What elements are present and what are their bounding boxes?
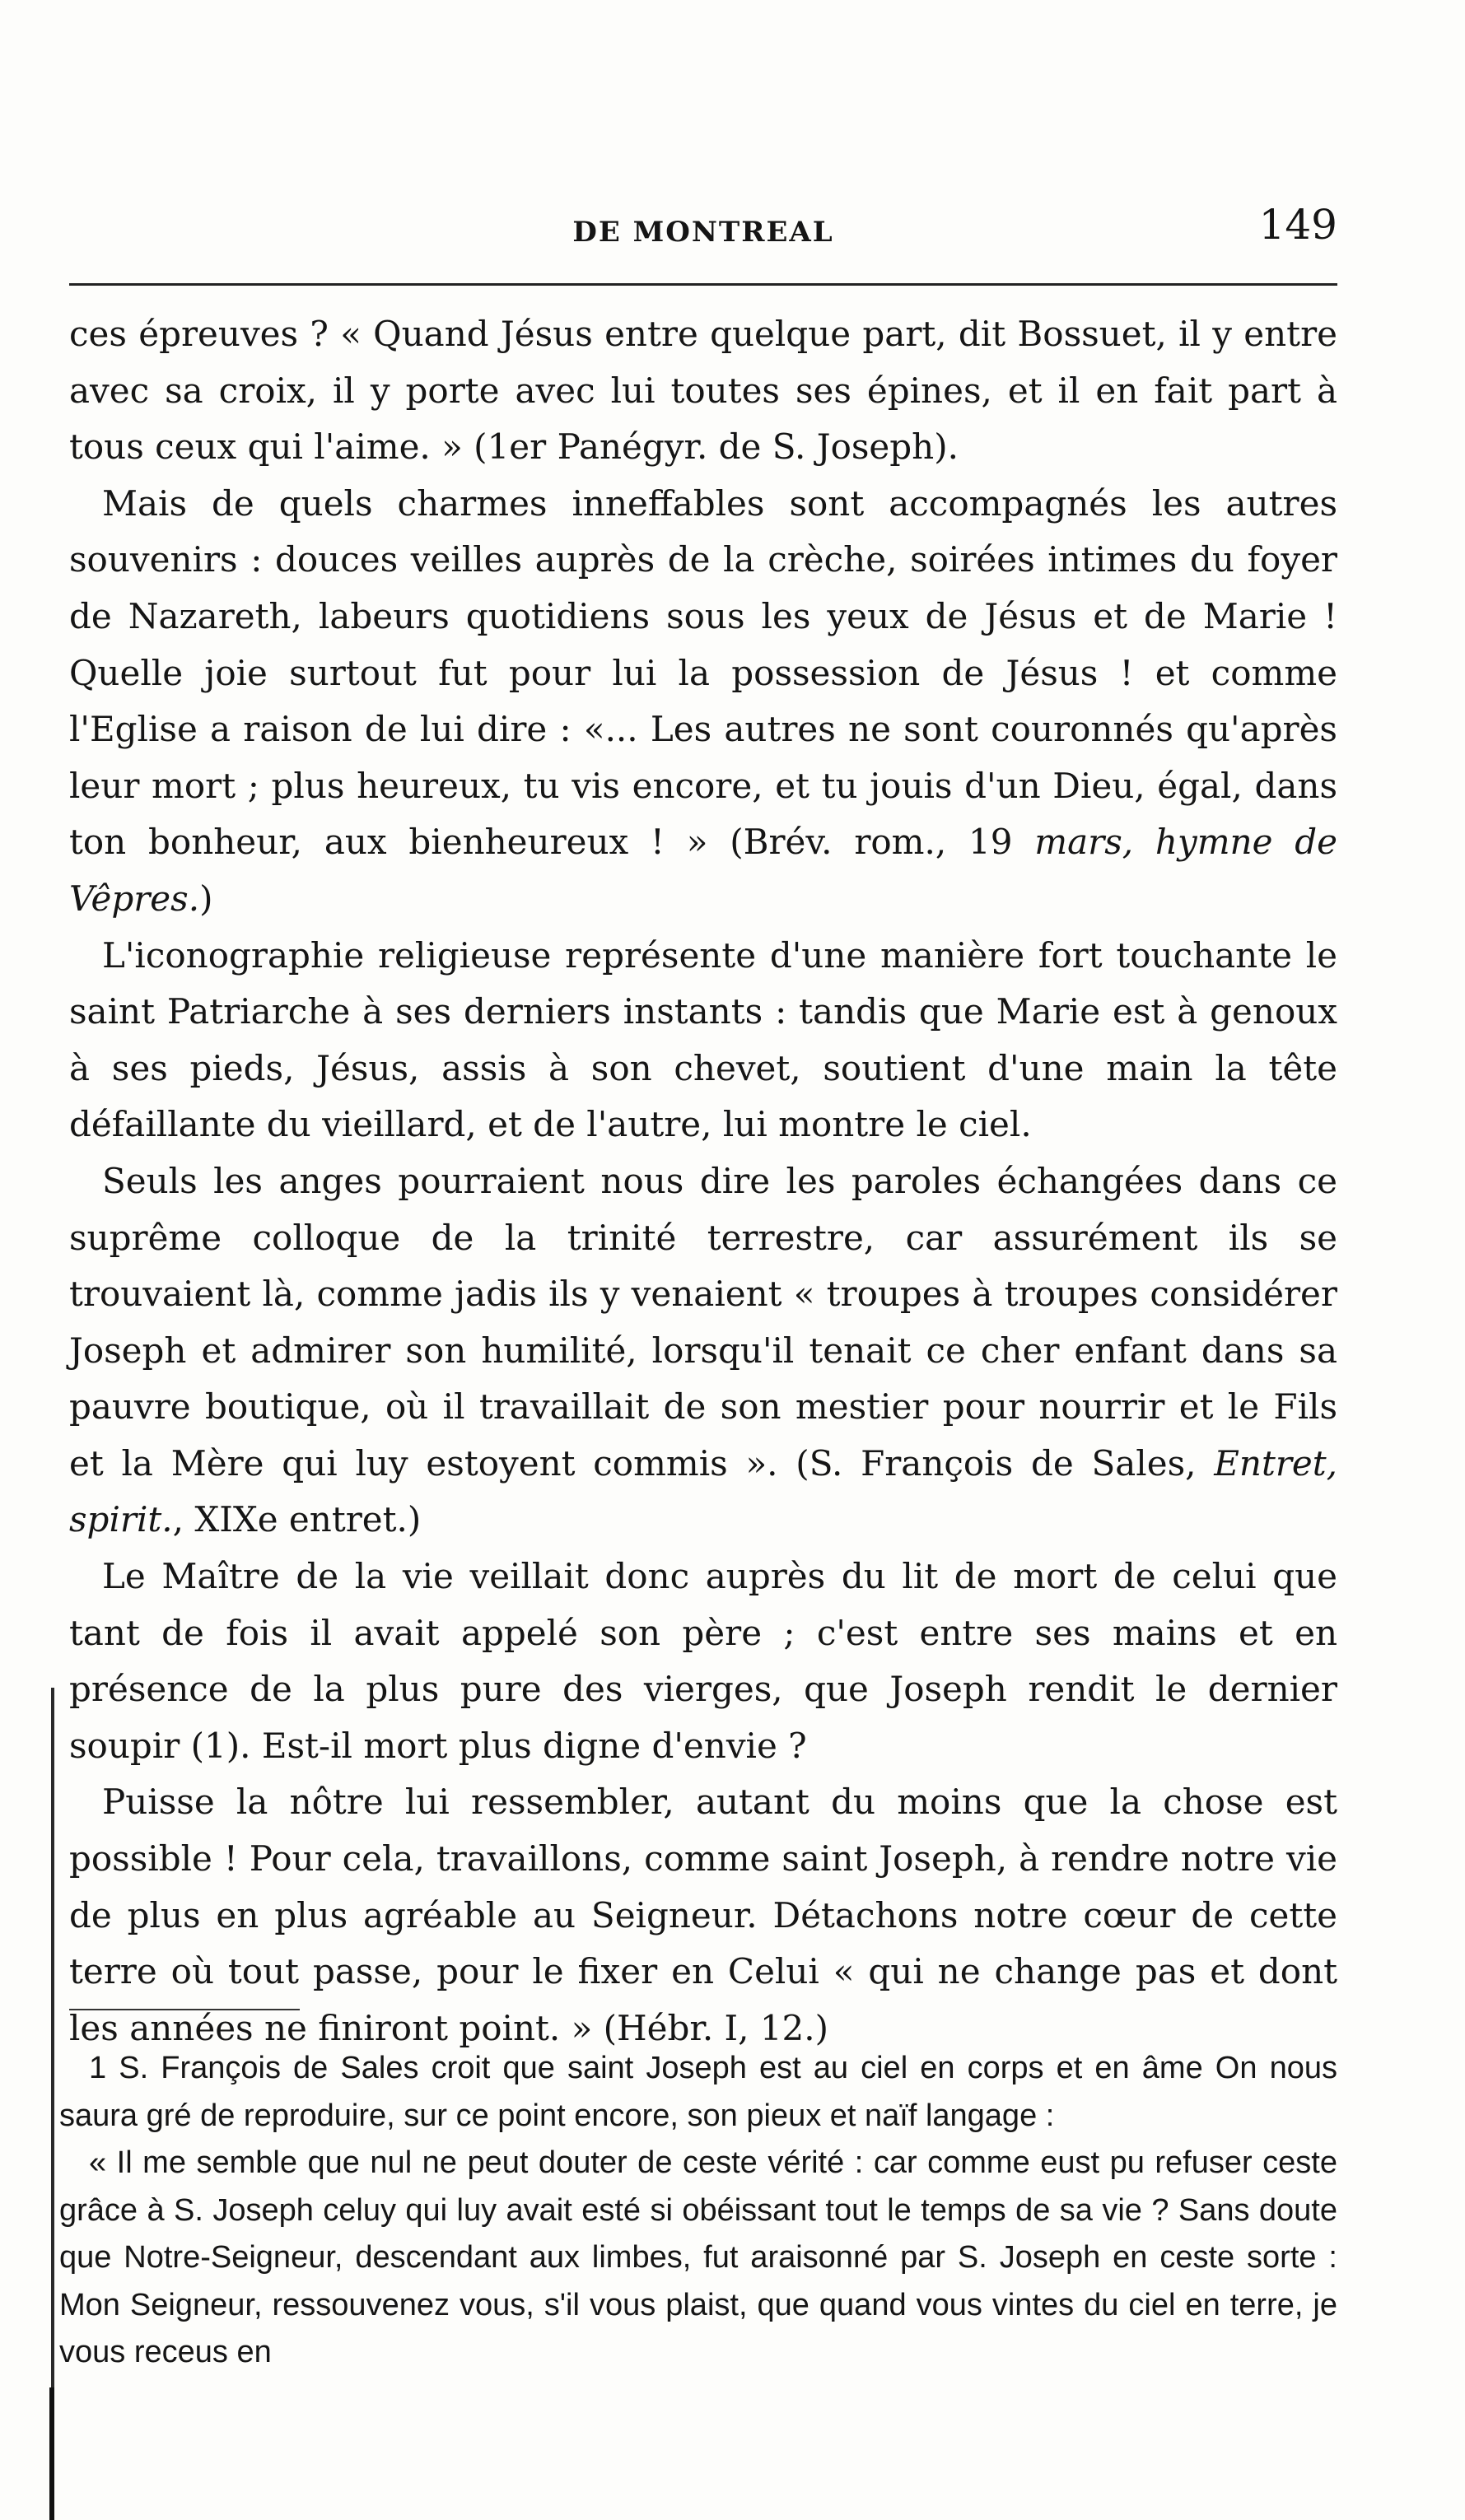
paragraph-text: Puisse la nôtre lui ressembler, autant du moins que la chose est possible ! Pour cela, travaillons, comme saint Joseph, à rendre notre vie de plus en plus agréable au Seigneur. Détachons notre cœur de cette terre où tout passe, pour le fixer en Celui « qui ne change pas et dont les années ne finiront point. » (Hébr. I, 12.) [69,1782,1337,2048]
paragraph [69,1153,1337,1549]
paragraph-text: L'iconographie religieuse représente d'une manière fort touchante le saint Patriarche à ses derniers instants : tandis que Marie est à genoux à ses pieds, Jésus, assis à son chevet, soutient d'une main la tête défaillante du vieillard, et de l'autre, lui montre le ciel. [69,934,1337,1145]
footnotes [59,2045,1337,2377]
citation-close: , XIXe entret.) [172,1499,422,1540]
binding-edge-line [49,2387,54,2520]
citation-italic: mars, hymne de Vêpres. [69,822,1337,919]
page-header [69,191,1337,257]
paragraph [69,1774,1337,2057]
paragraph [69,306,1337,476]
footnote: 1 S. François de Sales croit que saint Joseph est au ciel en corps et en âme On nous saura gré de reproduire, sur ce point encore, son pieux et naïf langage : [59,2051,1337,2133]
main-text [69,306,1337,2057]
paragraph-text: ces épreuves ? « Quand Jésus entre quelque part, dit Bossuet, il y entre avec sa croix, il y porte avec lui toutes ses épines, et il en fait part à tous ceux qui l'aime. » (1er Panégyr. de S. Joseph). [69,314,1337,468]
paragraph [69,476,1337,928]
paragraph-text: Mais de quels charmes inneffables sont accompagnés les autres souvenirs : douces veilles auprès de la crèche, soirées intimes du foyer de Nazareth, labeurs quotidiens sous les yeux de Jésus et de Marie ! Quelle joie surtout fut pour lui la possession de Jésus ! et comme l'Eglise a raison de lui dire : «... Les autres ne sont couronnés qu'après leur mort ; plus heureux, tu vis encore, et tu jouis d'un Dieu, égal, dans ton bonheur, aux bienheureux ! » (Brév. rom., 19 [69,482,1337,863]
page-number: 149 [1258,201,1337,249]
paragraph [69,928,1337,1153]
footnote-rule [69,2009,300,2010]
paragraph [69,1549,1337,1774]
running-head: DE MONTREAL [572,216,834,249]
header-rule [69,283,1337,286]
paragraph-text: Le Maître de la vie veillait donc auprès du lit de mort de celui que tant de fois il avait appelé son père ; c'est entre ses mains et en présence de la plus pure des vierges, que Joseph rendit le dernier soupir (1). Est-il mort plus digne d'envie ? [69,1556,1337,1766]
paragraph-text: Seuls les anges pourraient nous dire les paroles échangées dans ce suprême colloque de la trinité terrestre, car assurément ils se trouvaient là, comme jadis ils y venaient « troupes à troupes considérer Joseph et admirer son humilité, lorsqu'il tenait ce cher enfant dans sa pauvre boutique, où il travaillait de son mestier pour nourrir et le Fils et la Mère qui luy estoyent commis ». (S. François de Sales, [69,1160,1337,1484]
footnote: « Il me semble que nul ne peut douter de ceste vérité : car comme eust pu refuser ceste grâce à S. Joseph celuy qui luy avait esté si obéissant tout le temps de sa vie ? Sans doute que Notre-Seigneur, descendant aux limbes, fut araisonné par S. Joseph en ceste sorte : Mon Seigneur, ressouvenez vous, s'il vous plaist, que quand vous vintes du ciel en terre, je vous receus en [59,2145,1337,2369]
citation-close: ) [199,878,213,919]
citation-italic: Entret, spirit. [69,1442,1338,1540]
